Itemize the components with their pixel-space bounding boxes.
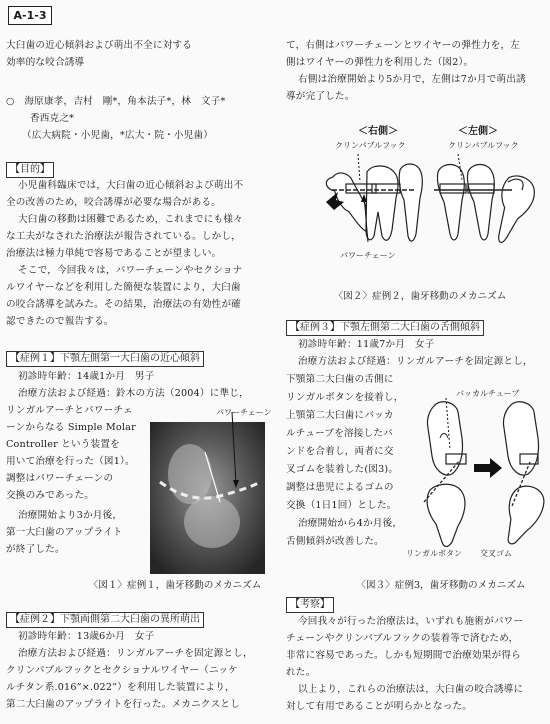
fig3-caption: 〈図３〉症例3，歯牙移動のメカニズム	[356, 580, 526, 591]
case2-line: ルチタン系.016”×.022”）を利用した装置により，	[6, 682, 235, 693]
discussion-heading: 【考察】	[286, 597, 334, 613]
title-line-1: 大臼歯の近心傾斜および萌出不全に対する	[6, 40, 193, 51]
fig3-cross-rubber-label: 交叉ゴム	[480, 549, 512, 558]
fig1-powerchain-label: パワーチェーン	[216, 408, 272, 417]
fig3-diagram	[416, 398, 548, 548]
case3-line: 治療開始から4か月後，	[298, 518, 403, 529]
case2-line: 初診時年齢：13歳6か月 女子	[18, 631, 155, 642]
case1-line: 治療方法および経過：鈴木の方法（2004）に準じ，	[18, 388, 249, 399]
affiliation: （広大病院・小児歯，*広大・院・小児歯）	[22, 130, 214, 141]
fig2-caption: 〈図２〉症例２，歯牙移動のメカニズム	[333, 291, 507, 302]
case1-line: 用いて治療を行った（図1）。	[6, 456, 135, 467]
abstract-code: A-1-3	[8, 6, 52, 25]
case3-line: ンドを合着し，両者に交	[286, 446, 394, 457]
case1-line: が終了した。	[6, 544, 65, 555]
fig3-buccal-tube-label: バッカルチューブ	[456, 389, 520, 398]
case2-line: クリンパブルフックとセクショナルワイヤー（ニッケ	[6, 665, 238, 676]
discussion-line: 今回我々が行った治療法は，いずれも施術がパワー	[298, 616, 524, 627]
case3-line: 初診時年齢：11歳7か月 女子	[298, 339, 435, 350]
fig2-hook-label-left: クリンパブルフック	[448, 141, 519, 150]
case3-line: ルチューブを溶接したバ	[286, 428, 393, 439]
discussion-line: 以上より，これらの治療法は，大臼歯の咬合誘導に	[298, 684, 524, 695]
case2-cont-line: 導が完了した。	[286, 91, 355, 102]
discussion-line: チェーンやクリンパブルフックの装着等で済むため，	[286, 633, 519, 644]
case2-cont-line: て，右側はパワーチェーンとワイヤーの弾性力を，左	[286, 40, 521, 51]
case3-line: リンガルボタンを接着し，	[286, 392, 404, 403]
objective-heading: 【目的】	[6, 162, 54, 178]
case1-line: リンガルアーチとパワーチェ	[6, 405, 133, 416]
case2-heading: 【症例２】下顎両側第二大臼歯の異所萌出	[6, 612, 204, 628]
case2-line: 第二大臼歯のアップライトを行った。メカニクスとし	[6, 699, 240, 710]
case3-line: 舌側傾斜が改善した。	[286, 536, 384, 547]
authors-line-1: ○ 海原康孝，吉村 剛*，角本法子*，林 文子*	[6, 96, 226, 107]
case1-line: 治療開始より3か月後，	[18, 510, 123, 521]
discussion-line: 非常に容易であった。しかも短期間で治療効果が得ら	[286, 650, 521, 661]
fig2-hook-label-right: クリンパブルフック	[335, 141, 406, 150]
case3-line: 叉ゴムを装着した(図3)。	[286, 464, 399, 475]
case3-line: 調整は患児によるゴムの	[286, 482, 394, 493]
fig2-powerchain-label: パワーチェーン	[340, 251, 396, 260]
objective-line: 小児歯科臨床では，大臼歯の近心傾斜および萌出不	[18, 180, 244, 191]
authors-line-2: 香西克之*	[30, 113, 75, 124]
case2-line: 治療方法および経過：リンガルアーチを固定源とし，	[18, 648, 253, 659]
case3-line: 下顎第二大臼歯の舌側に	[286, 374, 394, 385]
objective-line: そこで，今回我々は，パワーチェーンやセクショナ	[18, 265, 243, 276]
objective-line: 全の改善のため，咬合誘導が必要な場合がある。	[6, 197, 222, 208]
fig1-photo	[150, 412, 265, 574]
case1-heading: 【症例１】下顎左側第一大臼歯の近心傾斜	[6, 351, 204, 367]
case3-line: 治療方法および経過：リンガルアーチを固定源とし，	[298, 356, 533, 367]
objective-line: の咬合誘導を試みた。その結果，治療法の有効性が確	[6, 299, 242, 310]
case1-line: ーンからなる Simple Molar	[6, 422, 136, 433]
case1-line: Controller という装置を	[6, 439, 120, 450]
case1-line: 調整はパワーチェーンの	[6, 473, 114, 484]
objective-line: 大臼歯の移動は困難であるため，これまでにも様々	[18, 214, 243, 225]
title-line-2: 効率的な咬合誘導	[6, 57, 85, 68]
case3-heading: 【症例３】下顎左側第二大臼歯の舌側傾斜	[286, 320, 484, 336]
case1-line: 交換のみであった。	[6, 490, 95, 501]
objective-line: な工夫がなされた治療法が報告されている。しかし，	[6, 231, 242, 242]
fig2-right-label: ＜右側＞	[358, 126, 398, 137]
discussion-line: 対して有用であることが明らかとなった。	[286, 701, 473, 712]
objective-line: 治療法は極力単純で容易であることが望ましい。	[6, 248, 222, 259]
fig2-left-label: ＜左側＞	[458, 126, 498, 137]
objective-line: ルワイヤーなどを利用した簡便な装置により，大臼歯	[6, 282, 241, 293]
fig1-caption: 〈図１〉症例１，歯牙移動のメカニズム	[88, 580, 262, 591]
case1-line: 第一大臼歯のアップライト	[6, 527, 123, 538]
discussion-line: れた。	[286, 667, 316, 678]
fig3-lingual-button-label: リンガルボタン	[406, 549, 462, 558]
case3-line: 上顎第二大臼歯にバッカ	[286, 410, 394, 421]
case3-line: 交換（1日1回）とした。	[286, 500, 397, 511]
case1-line: 初診時年齢：14歳1か月 男子	[18, 371, 155, 382]
case2-cont-line: 側はワイヤーの弾性力を利用した（図2）。	[286, 57, 474, 68]
case2-cont-line: 右側は治療開始より5か月で，左側は7か月で萌出誘	[298, 74, 526, 85]
objective-line: 認できたので報告する。	[6, 316, 114, 327]
